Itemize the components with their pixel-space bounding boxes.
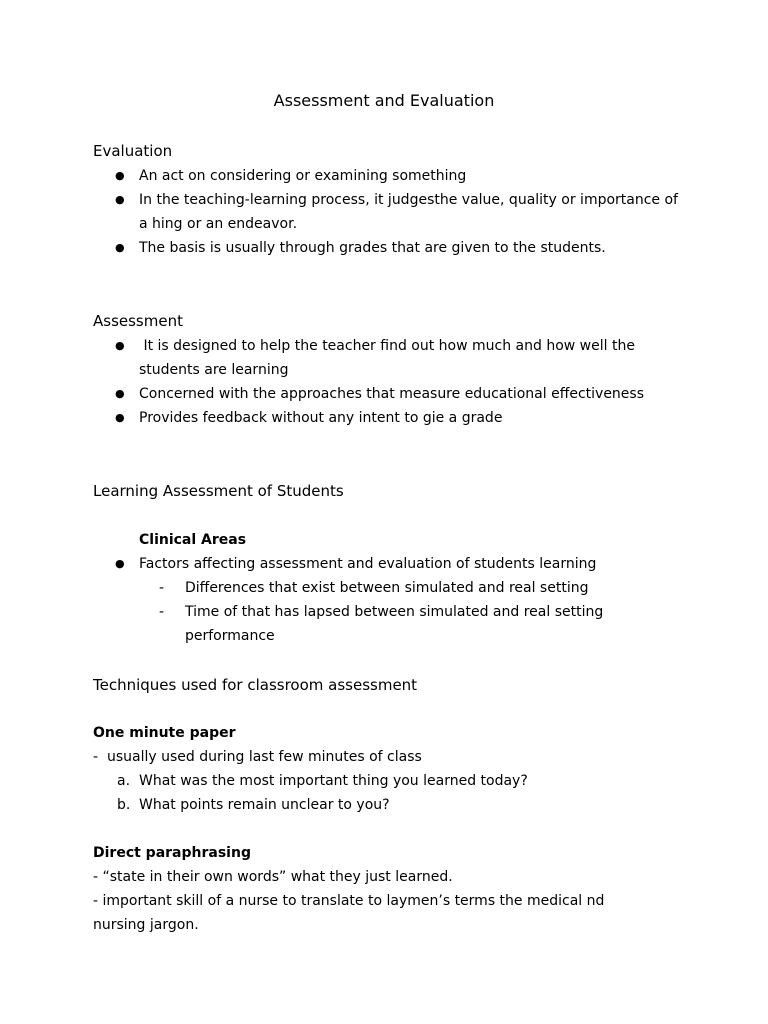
list-item-text: Time of that has lapsed between simulated and real setting performance xyxy=(185,604,604,644)
list-marker: a. xyxy=(117,773,131,789)
list-item xyxy=(0,793,659,817)
list-item-text: The basis is usually through grades that are given to the students. xyxy=(139,240,606,256)
list-item xyxy=(0,236,679,260)
bullet-icon: ● xyxy=(115,241,125,254)
techniques-heading: Techniques used for classroom assessment xyxy=(93,676,418,694)
evaluation-list xyxy=(0,164,768,260)
list-item-text: Factors affecting assessment and evaluation of students learning xyxy=(139,556,597,572)
one-minute-paper-heading: One minute paper xyxy=(93,725,236,741)
bullet-icon: ● xyxy=(115,193,125,206)
assessment-heading: Assessment xyxy=(93,312,183,330)
direct-paraphrasing-heading: Direct paraphrasing xyxy=(93,845,251,861)
list-item xyxy=(0,600,665,648)
document-title: Assessment and Evaluation xyxy=(273,91,495,110)
list-item xyxy=(0,769,659,793)
list-item-text: In the teaching-learning process, it judgesthe value, quality or importance of a hing or an endeavor. xyxy=(139,192,678,232)
bullet-icon: ● xyxy=(115,169,125,182)
clinical-areas-subheading: Clinical Areas xyxy=(139,532,247,548)
list-item xyxy=(0,406,679,430)
dash-marker: - xyxy=(159,580,165,596)
bullet-icon: ● xyxy=(115,387,125,400)
list-item xyxy=(0,552,679,576)
list-item xyxy=(0,334,679,382)
one-minute-questions xyxy=(0,769,768,817)
list-item-text: What points remain unclear to you? xyxy=(139,797,390,813)
list-item-text: What was the most important thing you learned today? xyxy=(139,773,528,789)
list-item xyxy=(0,188,679,236)
direct-paraphrasing-line: - “state in their own words” what they just learned. xyxy=(93,869,453,885)
evaluation-heading: Evaluation xyxy=(93,142,173,160)
list-item xyxy=(0,382,679,406)
list-item-text: It is designed to help the teacher find out how much and how well the students are learning xyxy=(139,338,640,378)
one-minute-paper-intro: - usually used during last few minutes of class xyxy=(93,749,422,765)
learning-list xyxy=(0,552,768,648)
bullet-icon: ● xyxy=(115,339,125,352)
list-item-text: Differences that exist between simulated and real setting xyxy=(185,580,589,596)
list-item-text: An act on considering or examining something xyxy=(139,168,467,184)
list-item xyxy=(0,576,665,600)
direct-paraphrasing-line: - important skill of a nurse to translate to laymen’s terms the medical nd nursing jargon. xyxy=(93,893,605,933)
list-item-text: Concerned with the approaches that measure educational effectiveness xyxy=(139,386,645,402)
list-item-text: Provides feedback without any intent to gie a grade xyxy=(139,410,503,426)
assessment-list xyxy=(0,334,768,430)
bullet-icon: ● xyxy=(115,557,125,570)
bullet-icon: ● xyxy=(115,411,125,424)
dash-marker: - xyxy=(159,604,165,620)
learning-assessment-heading: Learning Assessment of Students xyxy=(93,482,344,500)
list-marker: b. xyxy=(117,797,131,813)
list-item xyxy=(0,164,679,188)
